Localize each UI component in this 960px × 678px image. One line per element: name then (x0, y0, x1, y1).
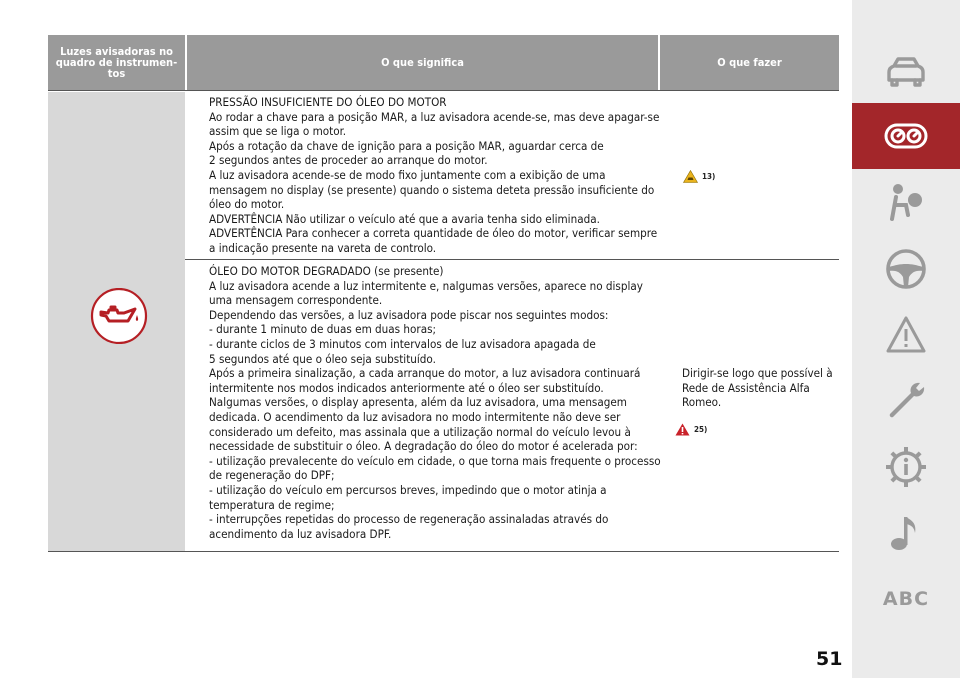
car-icon (884, 50, 928, 94)
header-meaning: O que significa (187, 35, 658, 90)
danger-icon (675, 423, 690, 436)
abc-index-label: ABC (882, 588, 930, 610)
sidebar-item-technical-data[interactable] (852, 434, 960, 500)
action-text: Dirigir-se logo que possível à Rede de Assistência Alfa Romeo. (682, 366, 833, 410)
sidebar-item-car[interactable] (852, 39, 960, 105)
chapter-sidebar (852, 0, 960, 678)
reference-note-13[interactable] (683, 170, 715, 183)
sidebar-item-multimedia[interactable] (852, 500, 960, 566)
header-warning-lights: Luzes avisadoras no quadro de instrumen-tos (48, 35, 185, 90)
sidebar-item-driving[interactable] (852, 236, 960, 302)
airbag-icon (884, 181, 928, 225)
wrench-icon (884, 379, 928, 423)
reference-number: 25) (694, 425, 708, 434)
info-gear-icon (884, 445, 928, 489)
sidebar-item-dashboard[interactable] (852, 103, 960, 169)
table-bottom-divider (48, 551, 839, 552)
degraded-oil-description: ÓLEO DO MOTOR DEGRADADO (se presente) A luz avisadora acende a luz intermitente e, nalgumas versões, aparece no display uma mensagem correspondente. Dependendo das versões, a luz avisadora pode piscar nos seguintes modos: - durante 1 minuto de duas em duas horas; - durante ciclos de 3 minutos com intervalos de luz avisadora apagada de 5 segundos até que o óleo seja substituído. Após a primeira sinalização, a cada arranque do motor, a luz avisadora continuará intermitente nos modos indicados anteriormente até o óleo ser substituído. Nalgumas versões, o display apresenta, além da luz avisadora, uma mensagem dedicada. O acendimento da luz avisadora no modo intermitente não deve ser considerado um defeito, mas assinala que a utilização normal do veículo levou à necessidade de substituir o óleo. A degradação do óleo do motor é acelerada por: - utilização prevalecente do veículo em cidade, o que torna mais frequente o processo de regeneração do DPF; - utilização do veículo em percursos breves, impedindo que o motor atinja a temperatura de regime; - interrupções repetidas do processo de regeneração assinaladas através do acendimento da luz avisadora DPF. (209, 264, 661, 541)
header-action: O que fazer (660, 35, 839, 90)
steering-wheel-icon (884, 247, 928, 291)
sidebar-item-maintenance[interactable] (852, 368, 960, 434)
row-divider (185, 259, 839, 260)
page-number: 51 (816, 648, 843, 670)
sidebar-item-safety[interactable] (852, 170, 960, 236)
oil-can-icon (87, 288, 151, 344)
sidebar-item-emergency[interactable] (852, 302, 960, 368)
sidebar-item-index[interactable] (852, 566, 960, 632)
caution-icon (683, 170, 698, 183)
music-note-icon (884, 511, 928, 555)
dashboard-icon (884, 114, 928, 158)
warning-triangle-icon (884, 313, 928, 357)
table-header (48, 35, 839, 90)
reference-number: 13) (702, 172, 716, 181)
reference-note-25[interactable] (675, 423, 707, 436)
oil-pressure-description: PRESSÃO INSUFICIENTE DO ÓLEO DO MOTOR Ao rodar a chave para a posição MAR, a luz avisadora acende-se, mas deve apagar-se assim que se liga o motor. Após a rotação da chave de ignição para a posição MAR, aguardar cerca de 2 segundos antes de proceder ao arranque do motor. A luz avisadora acende-se de modo fixo juntamente com a exibição de uma mensagem no display (se presente) quando o sistema deteta pressão insuficiente do óleo do motor. ADVERTÊNCIA Não utilizar o veículo até que a avaria tenha sido eliminada. ADVERTÊNCIA Para conhecer a correta quantidade de óleo do motor, verificar sempre a indicação presente na vareta de controlo. (209, 95, 660, 255)
header-divider (48, 90, 839, 91)
